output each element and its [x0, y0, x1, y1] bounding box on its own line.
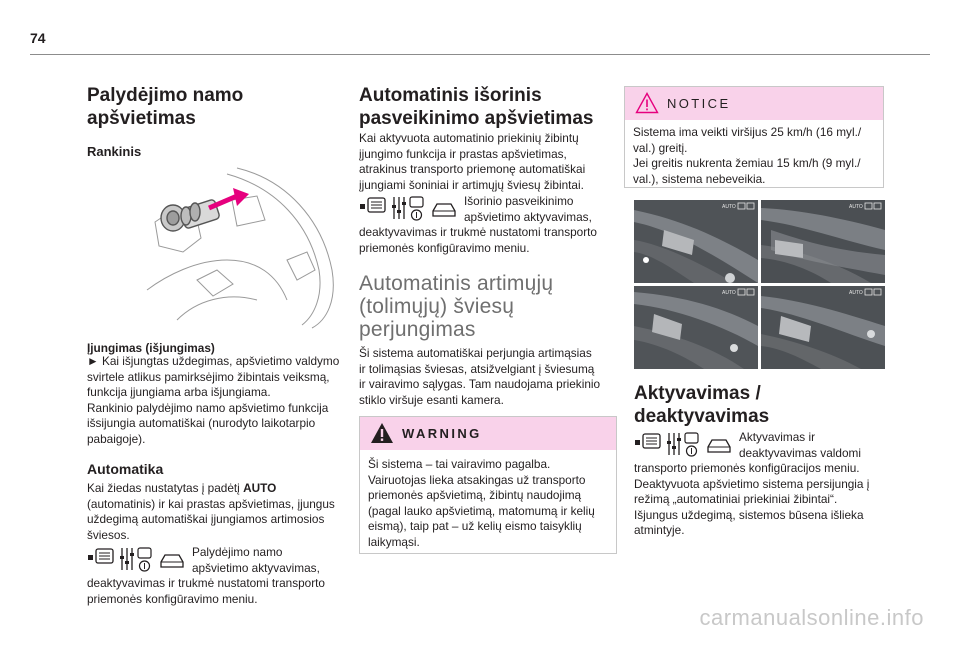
watermark: carmanualsonline.info [699, 605, 924, 630]
road-scene-image [761, 200, 885, 283]
text-line: Jei greitis nukrenta žemiau 15 km/h (9 myl./ [633, 156, 861, 170]
activation-title-line2: deaktyvavimas [634, 406, 770, 427]
text-line: apšvietimo aktyvavimas, [192, 560, 320, 575]
notice-box [624, 86, 884, 188]
text-line: uždegimą automatiškai įjungiamos artimosios [87, 512, 325, 526]
icon-caption [464, 194, 592, 225]
warning-text [368, 457, 595, 550]
text-line: funkcija įjungiama arba išjungiama. [87, 385, 271, 399]
text-line: (automatinis) ir kai prastas apšvietimas, įjungus [87, 496, 335, 511]
text-line: Išorinio pasveikinimo [464, 194, 574, 208]
vehicle-config-menu-icon [87, 545, 187, 573]
text-line: Kai aktyvuota automatinio priekinių žibintų [359, 131, 579, 145]
beam-title-line1: Automatinis artimųjų [359, 272, 554, 295]
config-icons [87, 545, 320, 576]
notice-triangle-icon [635, 92, 659, 114]
section-title-line1: Palydėjimo namo [87, 85, 244, 106]
beam-photo-3 [634, 286, 758, 369]
text-line: ► Kai išjungtas uždegimas, apšvietimo valdymo [87, 354, 340, 368]
onoff-heading: Įjungimas (išjungimas) [87, 341, 215, 355]
icon-caption [192, 545, 320, 576]
text-line: deaktyvavimas ir trukmė nustatomi transporto [87, 576, 325, 590]
text-line: priemonės konfigūravimo meniu. [87, 591, 258, 606]
text-line: pabaigoje). [87, 431, 146, 446]
text-line: ir tolimąsias šviesas, atsižvelgiant į šviesumą [359, 361, 595, 376]
text-line: transporto priemonės konfigūracijos meniu. [634, 461, 860, 475]
auto-config-text [87, 576, 325, 607]
header-rule [30, 54, 930, 55]
text-line: Vairuotojas lieka atsakingas už transporto [368, 472, 586, 487]
text-line: eismą), taip pat – už kelių eismo taisyklių [368, 519, 582, 533]
text-line: val.), sistema nebeveikia. [633, 171, 766, 186]
beam-text [359, 346, 600, 408]
activation-text [634, 461, 869, 539]
welcome-config-text [359, 225, 597, 256]
notice-header [625, 87, 883, 120]
text-line: Rankinio palydėjimo namo apšvietimo funkcija [87, 400, 329, 415]
beam-photo-1 [634, 200, 758, 283]
vehicle-config-menu-icon [359, 194, 459, 222]
beam-photo-4 [761, 286, 885, 369]
section-title-line2: apšvietimas [87, 108, 196, 129]
road-scene-image [761, 286, 885, 369]
manual-heading: Rankinis [87, 144, 142, 159]
text-line: priemonės konfigūravimo meniu. [359, 240, 530, 255]
auto-keyword: AUTO [243, 481, 277, 495]
text-line: Palydėjimo namo [192, 545, 283, 559]
text-line: laikymąsi. [368, 534, 420, 549]
photo-label: AUTO [722, 290, 736, 296]
welcome-intro [359, 131, 585, 193]
text-line: svirtele atlikus pamirksėjimo žibintais veiksmą, [87, 369, 330, 384]
text-line: šviesos. [87, 527, 130, 542]
text-line: atmintyje. [634, 523, 685, 537]
text-line: Aktyvavimas ir [739, 430, 816, 444]
warning-icon [370, 422, 394, 444]
beam-title-line2: (tolimųjų) šviesų [359, 295, 515, 318]
text-line: režimą „automatiniai priekiniai žibintai“. [634, 492, 838, 506]
text-line: Ši sistema – tai vairavimo pagalba. [368, 457, 551, 471]
warning-box [359, 416, 617, 554]
welcome-title-line1: Automatinis išorinis [359, 85, 542, 106]
text-line: Sistema ima veikti viršijus 25 km/h (16 myl./ [633, 125, 862, 139]
text-line: apšvietimo aktyvavimas, [464, 209, 592, 224]
text-line: įjungiami šoniniai ir artimųjų šviesų žibintai. [359, 177, 584, 192]
photo-label: AUTO [722, 204, 736, 210]
auto-text [87, 481, 335, 543]
activation-title-line1: Aktyvavimas / [634, 383, 761, 404]
config-icons [634, 430, 861, 461]
text-line: atrakinus transporto priemonę automatiškai [359, 162, 586, 176]
icon-caption [739, 430, 861, 461]
text-line: priemonės apšvietimą, žibintų naudojimą [368, 488, 582, 502]
road-scene-image [634, 200, 758, 283]
text-line: ir vairavimo sąlygas. Tam naudojama priekinio [359, 377, 601, 391]
text-line: deaktyvavimas valdomi [739, 445, 861, 460]
text-line: deaktyvavimas ir trukmė nustatomi transporto [359, 225, 597, 239]
vehicle-config-menu-icon [634, 430, 734, 458]
photo-label: AUTO [849, 204, 863, 210]
notice-text [633, 125, 861, 187]
text-line: įjungimo funkcija ir prastas apšvietimas, [359, 146, 567, 161]
text-line: Kai žiedas nustatytas į padėtį AUTO [87, 481, 277, 495]
text-line: Išjungus uždegimą, sistemos būsena išlieka [634, 507, 864, 522]
warning-title: WARNING [402, 426, 482, 441]
text-line: val.) greitį. [633, 140, 688, 155]
text-line: (pagal lauko apšvietimą, matomumą ir kelių [368, 503, 595, 518]
stalk-illustration [137, 160, 347, 335]
headlight-stalk-icon [137, 160, 347, 330]
photo-label: AUTO [849, 290, 863, 296]
welcome-title-line2: pasveikinimo apšvietimas [359, 108, 594, 129]
text-line: Ši sistema automatiškai perjungia artimąsias [359, 346, 592, 360]
manual-text [87, 354, 339, 447]
text-line: stiklo viršuje esanti kamera. [359, 392, 504, 407]
text-line: išsijungia automatiškai (nurodyto laikotarpio [87, 416, 316, 430]
config-icons [359, 194, 592, 225]
beam-photo-2 [761, 200, 885, 283]
warning-header [360, 417, 616, 450]
auto-heading: Automatika [87, 461, 164, 477]
road-scene-image [634, 286, 758, 369]
page-number: 74 [30, 30, 46, 46]
beam-title-line3: perjungimas [359, 318, 476, 341]
text-line: Deaktyvuota apšvietimo sistema persijungia į [634, 476, 870, 491]
notice-title: NOTICE [667, 96, 731, 111]
